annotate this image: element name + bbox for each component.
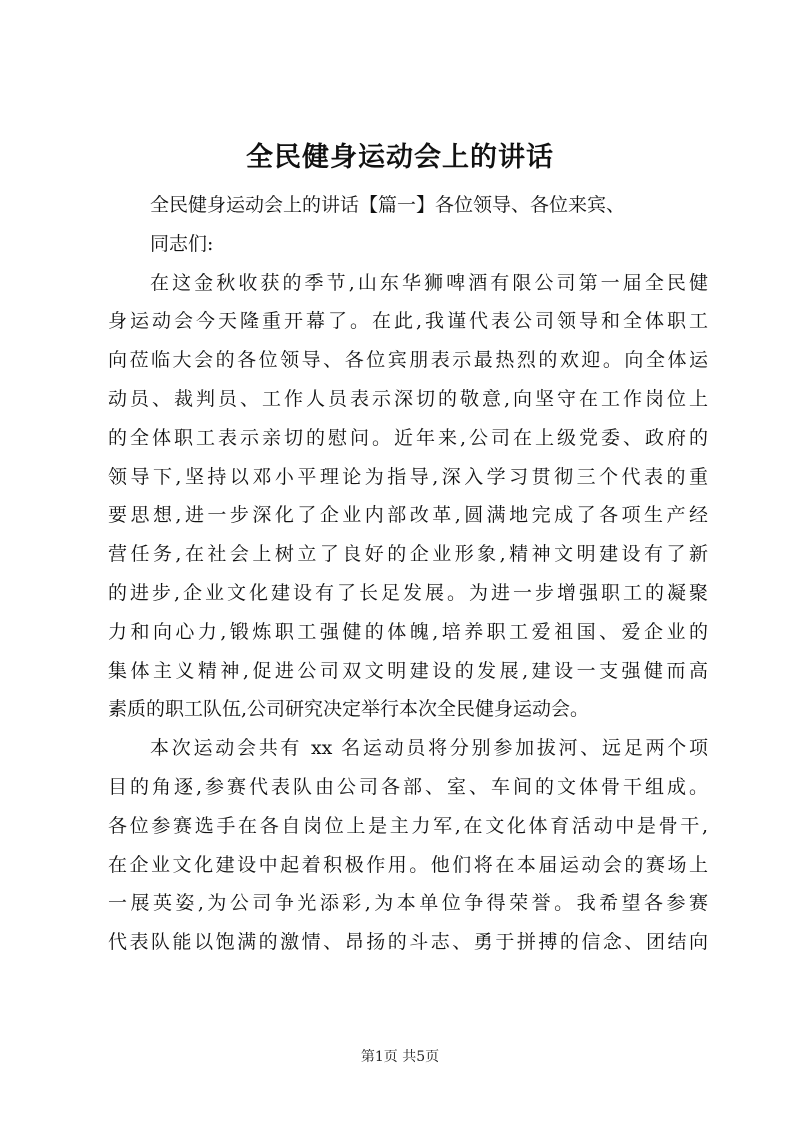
document-title: 全民健身运动会上的讲话	[246, 142, 554, 173]
document-body	[108, 186, 708, 962]
page-footer: 第1页 共5页	[360, 1049, 440, 1065]
text-line: 力和向心力,锻炼职工强健的体魄,培养职工爱祖国、爱企业的	[108, 620, 708, 643]
text-line: 领导下,坚持以邓小平理论为指导,深入学习贯彻三个代表的重	[108, 465, 708, 488]
text-line: 的进步,企业文化建设有了长足发展。为进一步增强职工的凝聚	[108, 581, 708, 604]
text-line: 目的角逐,参赛代表队由公司各部、室、车间的文体骨干组成。	[108, 775, 708, 798]
text-line: 素质的职工队伍,公司研究决定举行本次全民健身运动会。	[108, 698, 590, 721]
text-line: 本次运动会共有 xx 名运动员将分别参加拔河、远足两个项	[150, 737, 708, 760]
text-line: 各位参赛选手在各自岗位上是主力军,在文化体育活动中是骨干,	[108, 814, 708, 837]
text-line: 身运动会今天隆重开幕了。在此,我谨代表公司领导和全体职工	[108, 310, 708, 333]
text-line: 一展英姿,为公司争光添彩,为本单位争得荣誉。我希望各参赛	[108, 892, 708, 915]
text-line: 的全体职工表示亲切的慰问。近年来,公司在上级党委、政府的	[108, 426, 708, 449]
text-line: 在企业文化建设中起着积极作用。他们将在本届运动会的赛场上	[108, 853, 708, 876]
text-line: 向莅临大会的各位领导、各位宾朋表示最热烈的欢迎。向全体运	[108, 349, 708, 372]
text-line: 同志们:	[150, 232, 214, 255]
text-line: 全民健身运动会上的讲话【篇一】各位领导、各位来宾、	[150, 194, 626, 216]
text-line: 营任务,在社会上树立了良好的企业形象,精神文明建设有了新	[108, 543, 708, 566]
text-line: 动员、裁判员、工作人员表示深切的敬意,向坚守在工作岗位上	[108, 387, 708, 410]
text-line: 要思想,进一步深化了企业内部改革,圆满地完成了各项生产经	[108, 504, 708, 527]
text-line: 代表队能以饱满的激情、昂扬的斗志、勇于拼搏的信念、团结向	[108, 931, 708, 954]
text-line: 集体主义精神,促进公司双文明建设的发展,建设一支强健而高	[108, 659, 708, 682]
text-line: 在这金秋收获的季节,山东华狮啤酒有限公司第一届全民健	[150, 271, 708, 294]
